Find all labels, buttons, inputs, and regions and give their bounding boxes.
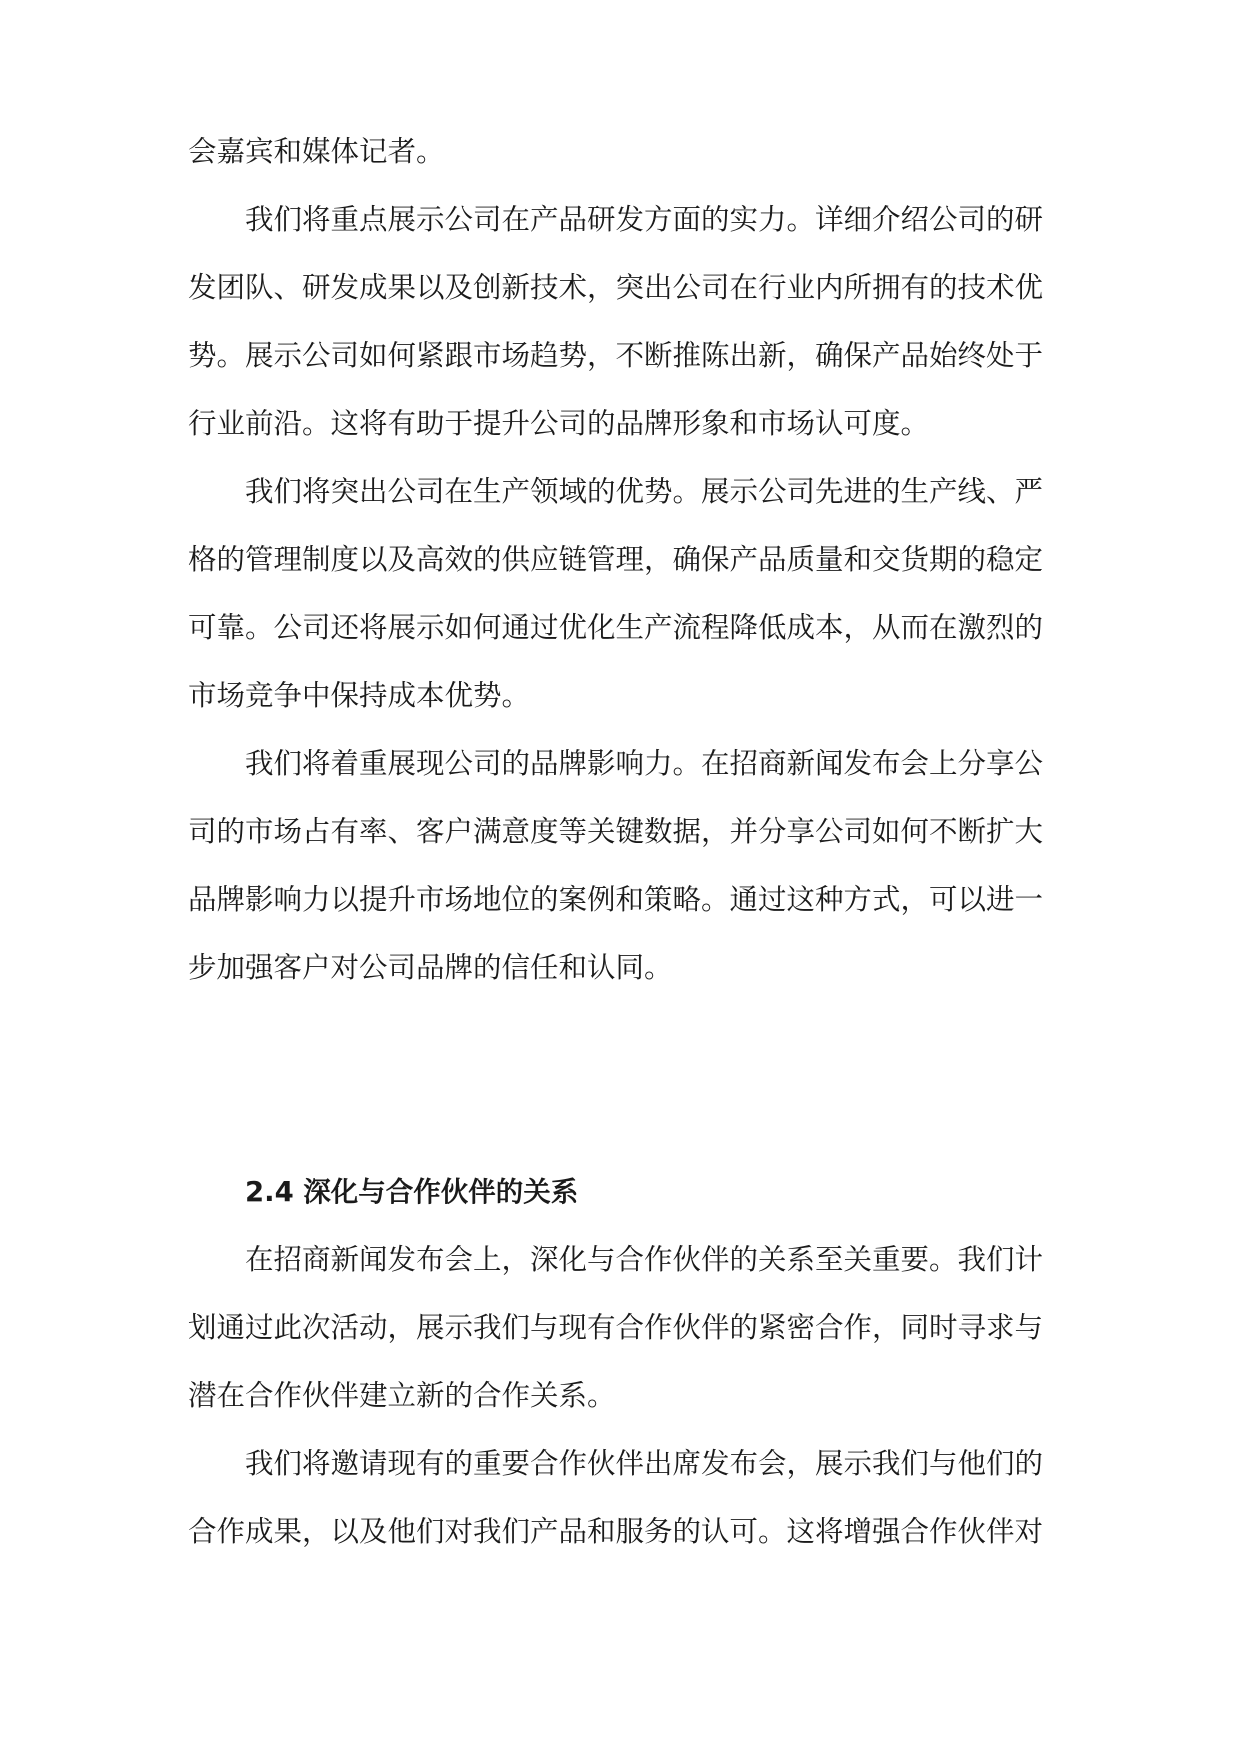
body-text-line: 划通过此次活动，展示我们与现有合作伙伴的紧密合作，同时寻求与 [188,1311,1044,1344]
body-text-line: 司的市场占有率、客户满意度等关键数据，并分享公司如何不断扩大 [188,815,1044,848]
body-text-line: 发团队、研发成果以及创新技术，突出公司在行业内所拥有的技术优 [188,271,1044,304]
body-text-line: 品牌影响力以提升市场地位的案例和策略。通过这种方式，可以进一 [188,883,1044,916]
body-text-line: 格的管理制度以及高效的供应链管理，确保产品质量和交货期的稳定 [188,543,1044,576]
section-heading: 2.4 深化与合作伙伴的关系 [245,1176,579,1208]
body-text-line: 步加强客户对公司品牌的信任和认同。 [188,951,673,984]
paragraph-first-line: 我们将邀请现有的重要合作伙伴出席发布会，展示我们与他们的 [245,1447,1044,1480]
paragraph-first-line: 我们将重点展示公司在产品研发方面的实力。详细介绍公司的研 [245,203,1044,236]
body-text-line: 可靠。公司还将展示如何通过优化生产流程降低成本，从而在激烈的 [188,611,1044,644]
body-text-line: 会嘉宾和媒体记者。 [188,135,445,168]
body-text-line: 合作成果，以及他们对我们产品和服务的认可。这将增强合作伙伴对 [188,1515,1044,1548]
body-text-line: 行业前沿。这将有助于提升公司的品牌形象和市场认可度。 [188,407,930,440]
paragraph-first-line: 我们将突出公司在生产领域的优势。展示公司先进的生产线、严 [245,475,1044,508]
body-text-line: 潜在合作伙伴建立新的合作关系。 [188,1379,616,1412]
paragraph-first-line: 我们将着重展现公司的品牌影响力。在招商新闻发布会上分享公 [245,747,1044,780]
body-text-line: 市场竞争中保持成本优势。 [188,679,531,712]
paragraph-first-line: 在招商新闻发布会上，深化与合作伙伴的关系至关重要。我们计 [245,1243,1044,1276]
body-text-line: 势。展示公司如何紧跟市场趋势，不断推陈出新，确保产品始终处于 [188,339,1044,372]
